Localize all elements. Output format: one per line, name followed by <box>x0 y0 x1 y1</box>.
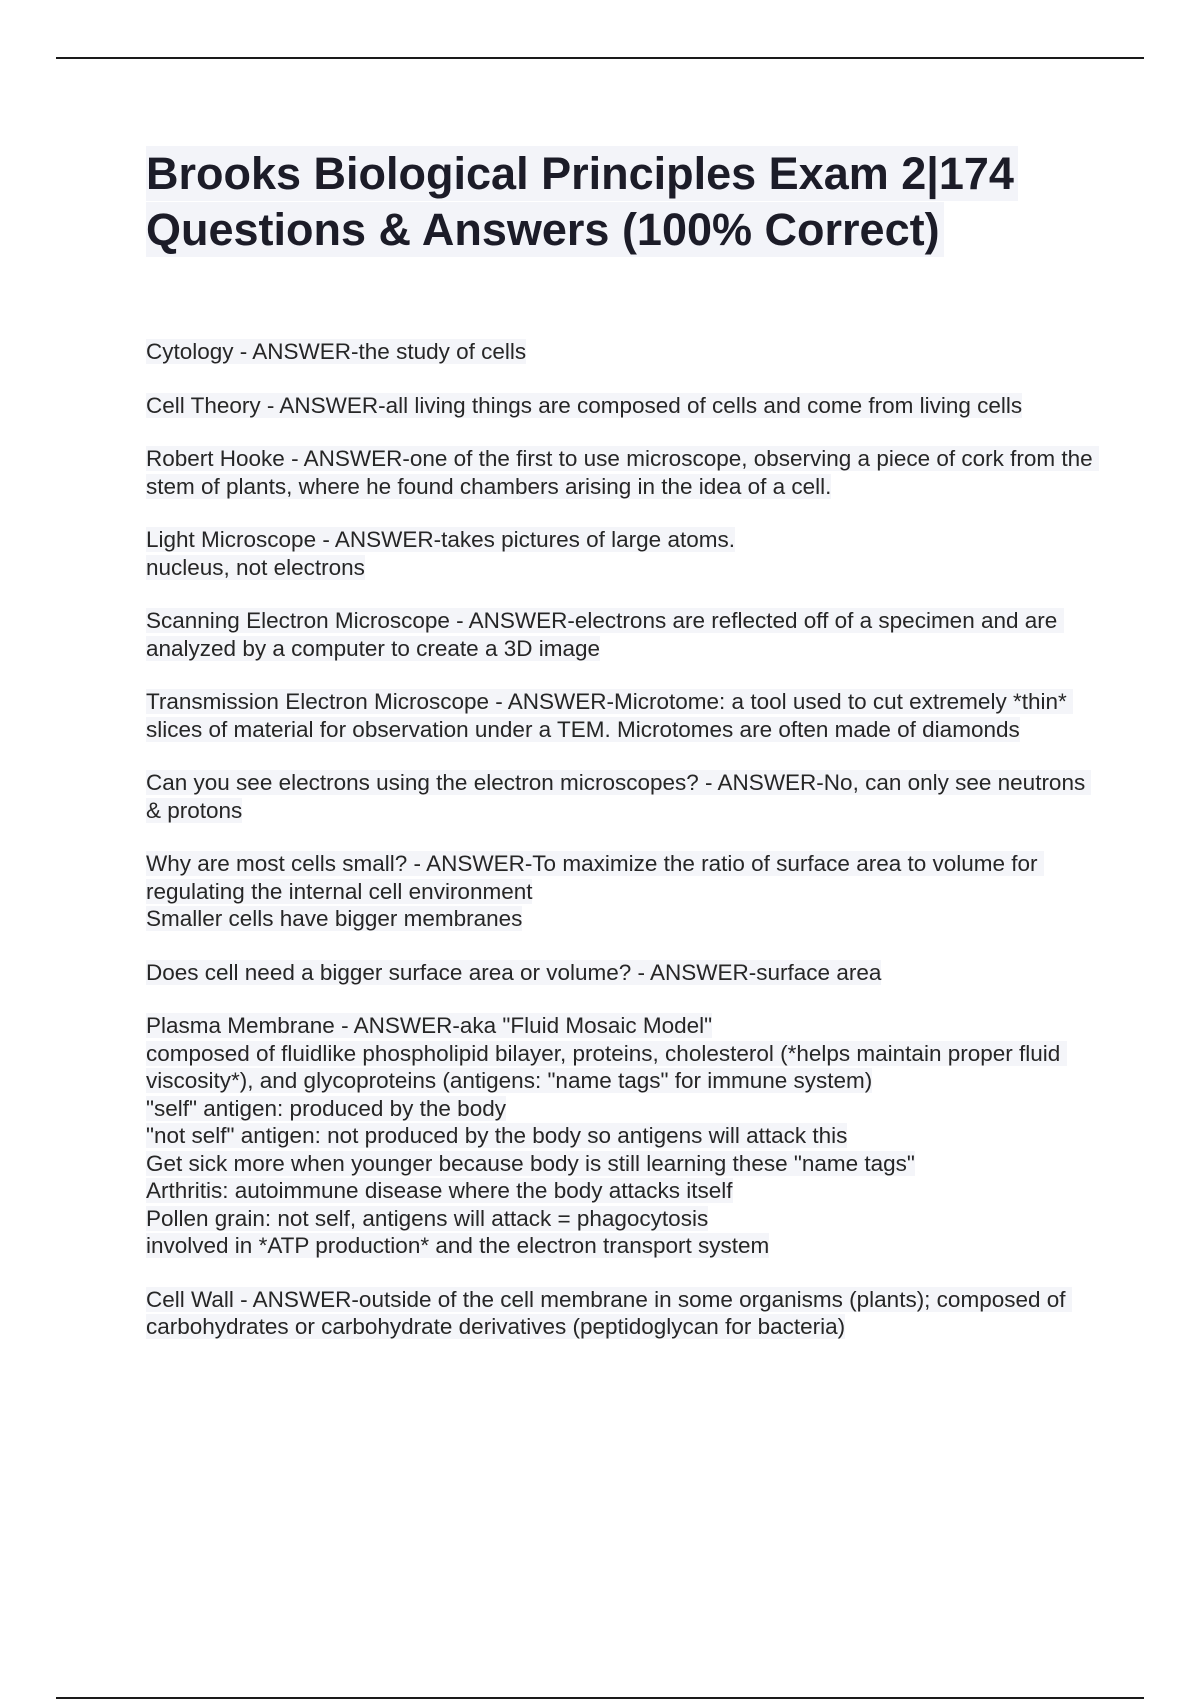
qa-entry-text: Transmission Electron Microscope - ANSWER-Microtome: a tool used to cut extremely *thin* slices of material for observation under a TEM. Microtomes are often made of diamonds <box>146 689 1073 742</box>
qa-list <box>146 338 1099 1367</box>
qa-entry-line <box>146 338 1096 366</box>
qa-entry-text: Cytology - ANSWER-the study of cells <box>146 339 527 364</box>
qa-entry-text: Get sick more when younger because body is still learning these "name tags" <box>146 1150 915 1176</box>
qa-entry-line <box>146 905 1096 933</box>
qa-entry-text: Why are most cells small? - ANSWER-To maximize the ratio of surface area to volume for regulating the internal cell environment <box>146 851 1044 904</box>
qa-entry-line <box>146 1177 1096 1205</box>
qa-entry-text: Does cell need a bigger surface area or volume? - ANSWER-surface area <box>146 959 882 985</box>
qa-entry-text: Plasma Membrane - ANSWER-aka "Fluid Mosaic Model" <box>146 1013 713 1038</box>
qa-entry-text: nucleus, not electrons <box>146 554 365 580</box>
qa-entry-text: "self" antigen: produced by the body <box>146 1095 506 1121</box>
qa-entry-line <box>146 1095 1096 1123</box>
qa-entry-text: Cell Wall - ANSWER-outside of the cell membrane in some organisms (plants); composed of carbohydrates or carbohydrate derivatives (peptidoglycan for bacteria) <box>146 1286 1072 1339</box>
qa-entry-text: Light Microscope - ANSWER-takes pictures of large atoms. <box>146 527 735 552</box>
qa-entry-line <box>146 959 1096 987</box>
qa-entry-line <box>146 1040 1096 1095</box>
qa-entry <box>146 392 1096 420</box>
qa-entry <box>146 1286 1096 1341</box>
qa-entry-text: involved in *ATP production* and the electron transport system <box>146 1233 770 1258</box>
qa-entry-line <box>146 1205 1096 1233</box>
qa-entry-text: Smaller cells have bigger membranes <box>146 906 523 931</box>
qa-entry-line <box>146 769 1096 824</box>
qa-entry-text: Can you see electrons using the electron microscopes? - ANSWER-No, can only see neutrons & protons <box>146 770 1092 823</box>
qa-entry-text: Robert Hooke - ANSWER-one of the first to use microscope, observing a piece of cork from the stem of plants, where he found chambers arising in the idea of a cell. <box>146 446 1099 499</box>
qa-entry-line <box>146 688 1096 743</box>
qa-entry <box>146 526 1096 581</box>
qa-entry-text: "not self" antigen: not produced by the body so antigens will attack this <box>146 1123 848 1148</box>
qa-entry-line <box>146 392 1096 420</box>
qa-entry <box>146 1012 1096 1260</box>
document-title <box>146 146 1086 258</box>
qa-entry <box>146 338 1096 366</box>
qa-entry <box>146 607 1096 662</box>
qa-entry-text: Scanning Electron Microscope - ANSWER-electrons are reflected off of a specimen and are analyzed by a computer to create a 3D image <box>146 608 1064 661</box>
qa-entry <box>146 959 1096 987</box>
qa-entry-text: Cell Theory - ANSWER-all living things are composed of cells and come from living cells <box>146 392 1023 418</box>
qa-entry-text: Pollen grain: not self, antigens will attack = phagocytosis <box>146 1205 709 1231</box>
qa-entry <box>146 688 1096 743</box>
qa-entry-line <box>146 607 1096 662</box>
qa-entry-line <box>146 1150 1096 1178</box>
qa-entry-text: composed of fluidlike phospholipid bilayer, proteins, cholesterol (*helps maintain proper fluid viscosity*), and glycoproteins (antigens: "name tags" for immune system) <box>146 1040 1067 1093</box>
qa-entry <box>146 445 1099 500</box>
top-rule <box>56 57 1144 59</box>
qa-entry-line <box>146 526 1096 554</box>
qa-entry-line <box>146 1012 1096 1040</box>
qa-entry <box>146 850 1096 933</box>
qa-entry-line <box>146 1122 1096 1150</box>
qa-entry-line <box>146 554 1096 582</box>
qa-entry-line <box>146 1232 1096 1260</box>
qa-entry <box>146 769 1096 824</box>
bottom-rule <box>56 1697 1144 1699</box>
qa-entry-line <box>146 850 1096 905</box>
document-title-text: Brooks Biological Principles Exam 2|174 Questions & Answers (100% Correct) <box>146 146 1018 257</box>
qa-entry-line <box>146 1286 1096 1341</box>
qa-entry-line <box>146 445 1099 500</box>
qa-entry-text: Arthritis: autoimmune disease where the body attacks itself <box>146 1178 733 1203</box>
